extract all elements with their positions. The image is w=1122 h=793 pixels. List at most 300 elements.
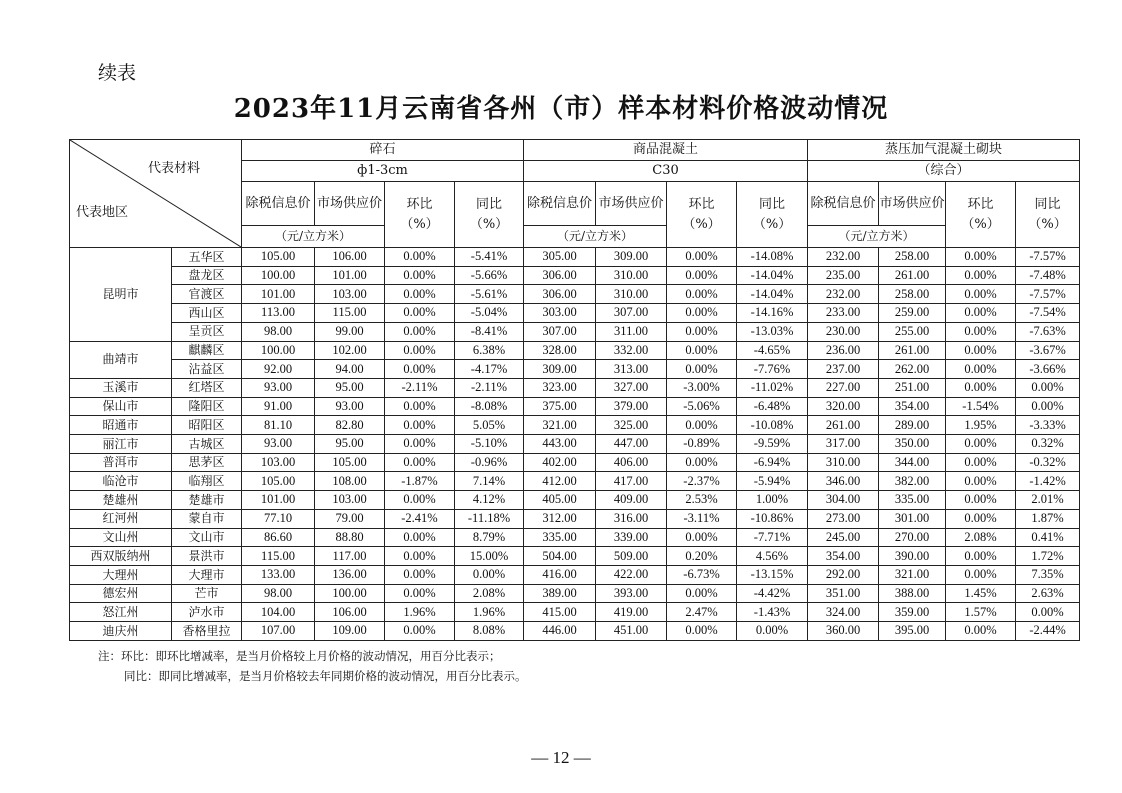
value-cell: 95.00 bbox=[315, 435, 385, 454]
value-cell: 93.00 bbox=[315, 397, 385, 416]
market-price-header bbox=[596, 182, 667, 226]
value-cell: 106.00 bbox=[315, 248, 385, 267]
corner-diagonal bbox=[70, 140, 241, 247]
corner-material-label: 代表材料 bbox=[148, 161, 201, 176]
market-price-header-text: 市场供应价 bbox=[316, 195, 382, 211]
value-cell: 354.00 bbox=[808, 547, 879, 566]
value-cell: 0.00% bbox=[667, 266, 737, 285]
corner-region-label: 代表地区 bbox=[76, 205, 129, 220]
value-cell: 103.00 bbox=[242, 453, 315, 472]
value-cell: 0.00% bbox=[1016, 603, 1080, 622]
city-cell: 楚雄州 bbox=[70, 491, 172, 510]
value-cell: 92.00 bbox=[242, 360, 315, 379]
value-cell: 91.00 bbox=[242, 397, 315, 416]
table-row bbox=[70, 509, 1080, 528]
value-cell: -2.11% bbox=[455, 378, 524, 397]
value-cell: 0.00% bbox=[946, 341, 1016, 360]
value-cell: 0.00% bbox=[667, 285, 737, 304]
value-cell: 88.80 bbox=[315, 528, 385, 547]
market-price-header-text: 市场供应价 bbox=[879, 195, 945, 211]
material-1-name: 碎石 bbox=[242, 140, 524, 161]
value-cell: 258.00 bbox=[879, 285, 946, 304]
value-cell: 323.00 bbox=[524, 378, 596, 397]
value-cell: 0.00% bbox=[946, 435, 1016, 454]
value-cell: 261.00 bbox=[808, 416, 879, 435]
mom-header bbox=[946, 182, 1016, 248]
price-table bbox=[69, 139, 1080, 641]
value-cell: 2.01% bbox=[1016, 491, 1080, 510]
value-cell: 316.00 bbox=[596, 509, 667, 528]
city-cell: 迪庆州 bbox=[70, 622, 172, 641]
value-cell: 107.00 bbox=[242, 622, 315, 641]
value-cell: 94.00 bbox=[315, 360, 385, 379]
table-row bbox=[70, 266, 1080, 285]
value-cell: 359.00 bbox=[879, 603, 946, 622]
district-cell: 呈贡区 bbox=[172, 322, 242, 341]
value-cell: 245.00 bbox=[808, 528, 879, 547]
value-cell: 1.96% bbox=[385, 603, 455, 622]
district-cell: 古城区 bbox=[172, 435, 242, 454]
table-row bbox=[70, 341, 1080, 360]
value-cell: -7.57% bbox=[1016, 285, 1080, 304]
value-cell: 0.00% bbox=[385, 304, 455, 323]
value-cell: 0.00% bbox=[946, 285, 1016, 304]
value-cell: 0.00% bbox=[385, 397, 455, 416]
city-cell: 红河州 bbox=[70, 509, 172, 528]
value-cell: 389.00 bbox=[524, 584, 596, 603]
value-cell: 0.00% bbox=[667, 304, 737, 323]
district-cell: 隆阳区 bbox=[172, 397, 242, 416]
value-cell: -5.94% bbox=[737, 472, 808, 491]
value-cell: 0.00% bbox=[385, 584, 455, 603]
city-cell: 西双版纳州 bbox=[70, 547, 172, 566]
tax-excl-price-header bbox=[242, 182, 315, 226]
value-cell: 99.00 bbox=[315, 322, 385, 341]
district-cell: 沾益区 bbox=[172, 360, 242, 379]
value-cell: 0.00% bbox=[385, 435, 455, 454]
value-cell: 261.00 bbox=[879, 266, 946, 285]
value-cell: 100.00 bbox=[242, 266, 315, 285]
district-cell: 盘龙区 bbox=[172, 266, 242, 285]
value-cell: 332.00 bbox=[596, 341, 667, 360]
mom-header-pct: （%） bbox=[400, 216, 439, 232]
value-cell: 0.00% bbox=[946, 565, 1016, 584]
value-cell: 443.00 bbox=[524, 435, 596, 454]
tax-excl-price-header bbox=[808, 182, 879, 226]
district-cell: 昭阳区 bbox=[172, 416, 242, 435]
table-row bbox=[70, 416, 1080, 435]
yoy-header bbox=[737, 182, 808, 248]
value-cell: 312.00 bbox=[524, 509, 596, 528]
value-cell: 0.00% bbox=[667, 416, 737, 435]
value-cell: 2.08% bbox=[946, 528, 1016, 547]
value-cell: 255.00 bbox=[879, 322, 946, 341]
value-cell: 395.00 bbox=[879, 622, 946, 641]
value-cell: 237.00 bbox=[808, 360, 879, 379]
value-cell: 402.00 bbox=[524, 453, 596, 472]
value-cell: 0.00% bbox=[385, 416, 455, 435]
table-row bbox=[70, 285, 1080, 304]
city-cell: 昭通市 bbox=[70, 416, 172, 435]
value-cell: 0.00% bbox=[946, 378, 1016, 397]
value-cell: 0.00% bbox=[667, 584, 737, 603]
mom-header-label: 环比 bbox=[406, 197, 433, 212]
value-cell: 261.00 bbox=[879, 341, 946, 360]
mom-header-pct: （%） bbox=[961, 216, 1000, 232]
value-cell: -1.42% bbox=[1016, 472, 1080, 491]
mom-header-label: 环比 bbox=[688, 197, 715, 212]
market-price-header bbox=[879, 182, 946, 226]
table-row bbox=[70, 360, 1080, 379]
page-title: 2023年11月云南省各州（市）样本材料价格波动情况 bbox=[233, 94, 889, 124]
note-yoy: 同比：即同比增减率，是当月价格较去年同期价格的波动情况，用百分比表示。 bbox=[124, 669, 527, 683]
district-cell: 临翔区 bbox=[172, 472, 242, 491]
mom-header bbox=[667, 182, 737, 248]
yoy-header-pct: （%） bbox=[1028, 216, 1067, 232]
value-cell: -1.43% bbox=[737, 603, 808, 622]
value-cell: 379.00 bbox=[596, 397, 667, 416]
unit-header: （元/立方米） bbox=[524, 226, 667, 248]
value-cell: 100.00 bbox=[242, 341, 315, 360]
mom-header-pct: （%） bbox=[682, 216, 721, 232]
value-cell: 412.00 bbox=[524, 472, 596, 491]
value-cell: -5.10% bbox=[455, 435, 524, 454]
value-cell: 306.00 bbox=[524, 285, 596, 304]
value-cell: 382.00 bbox=[879, 472, 946, 491]
value-cell: 101.00 bbox=[315, 266, 385, 285]
market-price-header bbox=[315, 182, 385, 226]
value-cell: 2.53% bbox=[667, 491, 737, 510]
value-cell: 0.32% bbox=[1016, 435, 1080, 454]
value-cell: 102.00 bbox=[315, 341, 385, 360]
value-cell: 105.00 bbox=[315, 453, 385, 472]
city-cell: 保山市 bbox=[70, 397, 172, 416]
value-cell: -14.04% bbox=[737, 285, 808, 304]
value-cell: 360.00 bbox=[808, 622, 879, 641]
value-cell: -0.96% bbox=[455, 453, 524, 472]
continued-label: 续表 bbox=[98, 62, 137, 84]
city-cell: 曲靖市 bbox=[70, 341, 172, 378]
value-cell: 251.00 bbox=[879, 378, 946, 397]
value-cell: 354.00 bbox=[879, 397, 946, 416]
value-cell: 81.10 bbox=[242, 416, 315, 435]
value-cell: -13.03% bbox=[737, 322, 808, 341]
value-cell: -5.66% bbox=[455, 266, 524, 285]
value-cell: -6.48% bbox=[737, 397, 808, 416]
value-cell: 0.41% bbox=[1016, 528, 1080, 547]
value-cell: 446.00 bbox=[524, 622, 596, 641]
value-cell: -13.15% bbox=[737, 565, 808, 584]
value-cell: 321.00 bbox=[524, 416, 596, 435]
table-row bbox=[70, 528, 1080, 547]
value-cell: 103.00 bbox=[315, 491, 385, 510]
tax-excl-price-header-text: 除税信息价 bbox=[810, 195, 876, 211]
value-cell: 93.00 bbox=[242, 378, 315, 397]
value-cell: 258.00 bbox=[879, 248, 946, 267]
value-cell: 0.00% bbox=[946, 472, 1016, 491]
value-cell: 93.00 bbox=[242, 435, 315, 454]
value-cell: 289.00 bbox=[879, 416, 946, 435]
value-cell: 115.00 bbox=[242, 547, 315, 566]
value-cell: 113.00 bbox=[242, 304, 315, 323]
district-cell: 西山区 bbox=[172, 304, 242, 323]
value-cell: 100.00 bbox=[315, 584, 385, 603]
table-row bbox=[70, 397, 1080, 416]
material-3-name: 蒸压加气混凝土砌块 bbox=[808, 140, 1080, 161]
value-cell: 227.00 bbox=[808, 378, 879, 397]
value-cell: 0.00% bbox=[946, 248, 1016, 267]
value-cell: 0.00% bbox=[946, 266, 1016, 285]
value-cell: 101.00 bbox=[242, 285, 315, 304]
value-cell: 1.57% bbox=[946, 603, 1016, 622]
city-cell: 临沧市 bbox=[70, 472, 172, 491]
value-cell: 1.96% bbox=[455, 603, 524, 622]
city-cell: 怒江州 bbox=[70, 603, 172, 622]
value-cell: 0.00% bbox=[946, 509, 1016, 528]
value-cell: 6.38% bbox=[455, 341, 524, 360]
value-cell: 393.00 bbox=[596, 584, 667, 603]
value-cell: 0.00% bbox=[946, 547, 1016, 566]
district-cell: 泸水市 bbox=[172, 603, 242, 622]
value-cell: 4.56% bbox=[737, 547, 808, 566]
district-cell: 楚雄市 bbox=[172, 491, 242, 510]
district-cell: 香格里拉 bbox=[172, 622, 242, 641]
yoy-header-pct: （%） bbox=[752, 216, 792, 232]
value-cell: -11.18% bbox=[455, 509, 524, 528]
table-row bbox=[70, 453, 1080, 472]
value-cell: -3.00% bbox=[667, 378, 737, 397]
value-cell: -2.11% bbox=[385, 378, 455, 397]
value-cell: 1.00% bbox=[737, 491, 808, 510]
table-row bbox=[70, 603, 1080, 622]
value-cell: -0.32% bbox=[1016, 453, 1080, 472]
yoy-header-label: 同比 bbox=[1034, 197, 1061, 212]
value-cell: -2.37% bbox=[667, 472, 737, 491]
value-cell: 82.80 bbox=[315, 416, 385, 435]
city-cell: 文山州 bbox=[70, 528, 172, 547]
value-cell: 301.00 bbox=[879, 509, 946, 528]
table-row bbox=[70, 584, 1080, 603]
tax-excl-price-header-text: 除税信息价 bbox=[527, 195, 593, 211]
value-cell: 0.00% bbox=[667, 248, 737, 267]
value-cell: 0.00% bbox=[385, 491, 455, 510]
district-cell: 文山市 bbox=[172, 528, 242, 547]
district-cell: 景洪市 bbox=[172, 547, 242, 566]
value-cell: 0.00% bbox=[385, 453, 455, 472]
value-cell: -7.63% bbox=[1016, 322, 1080, 341]
value-cell: 0.00% bbox=[737, 622, 808, 641]
value-cell: 320.00 bbox=[808, 397, 879, 416]
value-cell: 303.00 bbox=[524, 304, 596, 323]
value-cell: -10.08% bbox=[737, 416, 808, 435]
table-row bbox=[70, 491, 1080, 510]
value-cell: 95.00 bbox=[315, 378, 385, 397]
value-cell: 230.00 bbox=[808, 322, 879, 341]
value-cell: -14.04% bbox=[737, 266, 808, 285]
value-cell: 103.00 bbox=[315, 285, 385, 304]
value-cell: 417.00 bbox=[596, 472, 667, 491]
market-price-header-text: 市场供应价 bbox=[598, 195, 664, 211]
value-cell: 310.00 bbox=[596, 285, 667, 304]
value-cell: 0.00% bbox=[667, 341, 737, 360]
value-cell: -5.41% bbox=[455, 248, 524, 267]
value-cell: 8.08% bbox=[455, 622, 524, 641]
value-cell: -8.08% bbox=[455, 397, 524, 416]
value-cell: 311.00 bbox=[596, 322, 667, 341]
value-cell: 0.00% bbox=[385, 622, 455, 641]
value-cell: 405.00 bbox=[524, 491, 596, 510]
city-cell: 昆明市 bbox=[70, 248, 172, 342]
table-row bbox=[70, 622, 1080, 641]
value-cell: 236.00 bbox=[808, 341, 879, 360]
city-cell: 玉溪市 bbox=[70, 378, 172, 397]
value-cell: 270.00 bbox=[879, 528, 946, 547]
value-cell: 0.00% bbox=[667, 622, 737, 641]
value-cell: 504.00 bbox=[524, 547, 596, 566]
value-cell: 0.00% bbox=[385, 528, 455, 547]
value-cell: 86.60 bbox=[242, 528, 315, 547]
district-cell: 思茅区 bbox=[172, 453, 242, 472]
value-cell: 115.00 bbox=[315, 304, 385, 323]
value-cell: -6.73% bbox=[667, 565, 737, 584]
value-cell: -6.94% bbox=[737, 453, 808, 472]
yoy-header-label: 同比 bbox=[476, 197, 503, 212]
value-cell: 328.00 bbox=[524, 341, 596, 360]
page-number: — 12 — bbox=[531, 748, 591, 767]
value-cell: 317.00 bbox=[808, 435, 879, 454]
material-2-spec: C30 bbox=[524, 161, 808, 182]
district-cell: 官渡区 bbox=[172, 285, 242, 304]
value-cell: 259.00 bbox=[879, 304, 946, 323]
yoy-header bbox=[455, 182, 524, 248]
value-cell: 335.00 bbox=[524, 528, 596, 547]
value-cell: 5.05% bbox=[455, 416, 524, 435]
value-cell: 416.00 bbox=[524, 565, 596, 584]
value-cell: -3.33% bbox=[1016, 416, 1080, 435]
district-cell: 大理市 bbox=[172, 565, 242, 584]
value-cell: 15.00% bbox=[455, 547, 524, 566]
city-cell: 大理州 bbox=[70, 565, 172, 584]
value-cell: 79.00 bbox=[315, 509, 385, 528]
value-cell: 339.00 bbox=[596, 528, 667, 547]
value-cell: 0.00% bbox=[385, 341, 455, 360]
value-cell: 304.00 bbox=[808, 491, 879, 510]
value-cell: 4.12% bbox=[455, 491, 524, 510]
value-cell: 0.00% bbox=[385, 322, 455, 341]
value-cell: -8.41% bbox=[455, 322, 524, 341]
value-cell: 98.00 bbox=[242, 584, 315, 603]
value-cell: 232.00 bbox=[808, 248, 879, 267]
value-cell: -14.08% bbox=[737, 248, 808, 267]
value-cell: 422.00 bbox=[596, 565, 667, 584]
yoy-header bbox=[1016, 182, 1080, 248]
table-row bbox=[70, 322, 1080, 341]
value-cell: -4.17% bbox=[455, 360, 524, 379]
value-cell: 273.00 bbox=[808, 509, 879, 528]
value-cell: 0.00% bbox=[946, 322, 1016, 341]
value-cell: 0.00% bbox=[385, 360, 455, 379]
value-cell: 117.00 bbox=[315, 547, 385, 566]
city-cell: 丽江市 bbox=[70, 435, 172, 454]
value-cell: -1.54% bbox=[946, 397, 1016, 416]
value-cell: -10.86% bbox=[737, 509, 808, 528]
unit-header: （元/立方米） bbox=[808, 226, 946, 248]
value-cell: -5.61% bbox=[455, 285, 524, 304]
value-cell: 0.00% bbox=[667, 528, 737, 547]
value-cell: 0.00% bbox=[385, 266, 455, 285]
value-cell: -2.44% bbox=[1016, 622, 1080, 641]
value-cell: 235.00 bbox=[808, 266, 879, 285]
value-cell: 509.00 bbox=[596, 547, 667, 566]
city-cell: 普洱市 bbox=[70, 453, 172, 472]
value-cell: 232.00 bbox=[808, 285, 879, 304]
material-3-spec: （综合） bbox=[808, 161, 1080, 182]
value-cell: 98.00 bbox=[242, 322, 315, 341]
corner-header-cell bbox=[70, 140, 242, 248]
table-row bbox=[70, 547, 1080, 566]
value-cell: 1.95% bbox=[946, 416, 1016, 435]
value-cell: 1.72% bbox=[1016, 547, 1080, 566]
value-cell: -7.54% bbox=[1016, 304, 1080, 323]
value-cell: 7.14% bbox=[455, 472, 524, 491]
value-cell: -7.76% bbox=[737, 360, 808, 379]
unit-header: （元/立方米） bbox=[242, 226, 385, 248]
table-row bbox=[70, 472, 1080, 491]
value-cell: -5.04% bbox=[455, 304, 524, 323]
value-cell: 136.00 bbox=[315, 565, 385, 584]
tax-excl-price-header bbox=[524, 182, 596, 226]
value-cell: 309.00 bbox=[524, 360, 596, 379]
value-cell: -5.06% bbox=[667, 397, 737, 416]
value-cell: 104.00 bbox=[242, 603, 315, 622]
value-cell: 0.00% bbox=[946, 622, 1016, 641]
district-cell: 红塔区 bbox=[172, 378, 242, 397]
value-cell: 0.00% bbox=[385, 565, 455, 584]
value-cell: 0.00% bbox=[1016, 378, 1080, 397]
district-cell: 麒麟区 bbox=[172, 341, 242, 360]
value-cell: -7.48% bbox=[1016, 266, 1080, 285]
value-cell: 350.00 bbox=[879, 435, 946, 454]
value-cell: -7.71% bbox=[737, 528, 808, 547]
value-cell: 409.00 bbox=[596, 491, 667, 510]
value-cell: 0.00% bbox=[946, 304, 1016, 323]
value-cell: 0.00% bbox=[667, 453, 737, 472]
value-cell: -2.41% bbox=[385, 509, 455, 528]
city-cell: 德宏州 bbox=[70, 584, 172, 603]
value-cell: -9.59% bbox=[737, 435, 808, 454]
value-cell: 451.00 bbox=[596, 622, 667, 641]
value-cell: 77.10 bbox=[242, 509, 315, 528]
value-cell: 447.00 bbox=[596, 435, 667, 454]
value-cell: 8.79% bbox=[455, 528, 524, 547]
value-cell: 375.00 bbox=[524, 397, 596, 416]
value-cell: 307.00 bbox=[596, 304, 667, 323]
district-cell: 蒙自市 bbox=[172, 509, 242, 528]
value-cell: -14.16% bbox=[737, 304, 808, 323]
value-cell: 351.00 bbox=[808, 584, 879, 603]
value-cell: -0.89% bbox=[667, 435, 737, 454]
value-cell: -3.11% bbox=[667, 509, 737, 528]
value-cell: 415.00 bbox=[524, 603, 596, 622]
value-cell: 388.00 bbox=[879, 584, 946, 603]
table-row bbox=[70, 565, 1080, 584]
value-cell: 0.00% bbox=[385, 248, 455, 267]
value-cell: 262.00 bbox=[879, 360, 946, 379]
value-cell: 0.00% bbox=[455, 565, 524, 584]
value-cell: 0.00% bbox=[385, 285, 455, 304]
value-cell: 0.00% bbox=[946, 491, 1016, 510]
value-cell: 325.00 bbox=[596, 416, 667, 435]
